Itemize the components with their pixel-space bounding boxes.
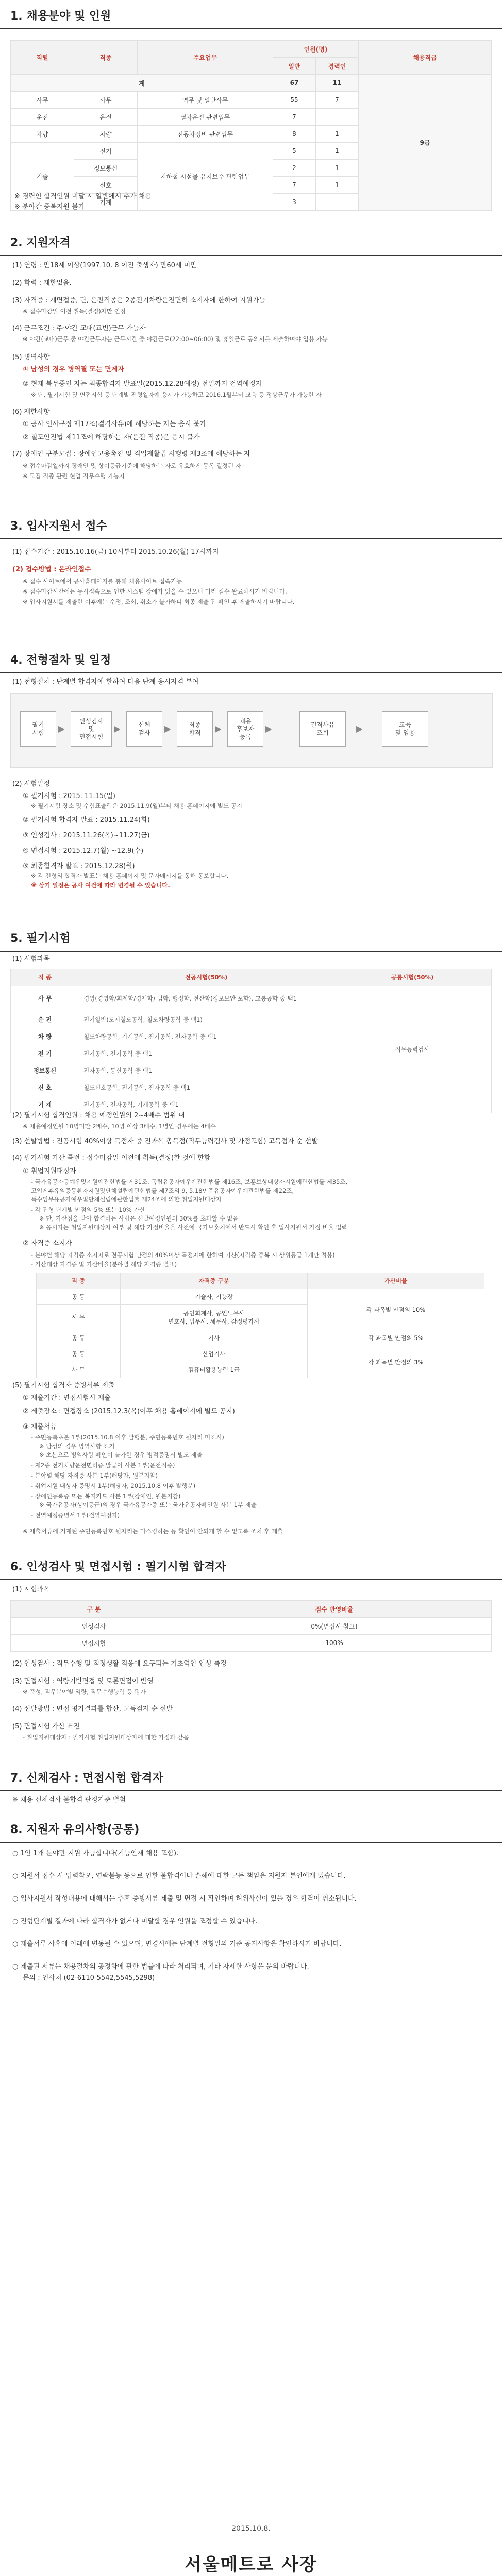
step-final: [177, 711, 213, 747]
text-line: ○ 전형단계별 결과에 따라 합격자가 없거나 미달할 경우 인원을 조정할 수 있습니다.: [12, 1918, 258, 1925]
text-line: (5) 필기시험 합격자 증빙서류 제출: [12, 1382, 115, 1389]
th-major: 전공시험(50%): [79, 969, 333, 986]
text-line: [23, 1973, 155, 1984]
step-interview: [71, 711, 112, 747]
cell: 면접시험: [11, 1635, 177, 1652]
cell: 운전: [11, 109, 74, 126]
step-label: 채용 후보자 등록: [236, 717, 255, 740]
text-line: (2) 접수방법 : 온라인접수: [12, 566, 91, 573]
text-line: ○ 입사지원서 작성내용에 대해서는 추후 증빙서류 제출 및 면접 시 확인하며 허위사실이 있을 경우 합격이 취소됩니다.: [12, 1895, 357, 1903]
text-line: ※ 필기시험 장소 및 수험표출력은 2015.11.9(월)부터 채용 홈페이지에 별도 공지: [31, 802, 242, 809]
cell: 전 기: [11, 1045, 79, 1062]
cell: 공 통: [37, 1346, 121, 1362]
text-line: - 제2종 전기차량운전면허증 발급이 사본 1부(운전직종): [31, 1462, 175, 1469]
text-line: ※ 채용예정인원 10명미만 2배수, 10명 이상 3배수, 1명인 경우에는 4배수: [23, 1123, 216, 1130]
cell: 철도차량공학, 기계공학, 전기공학, 전자공학 중 택1: [79, 1028, 333, 1045]
inquiry-text: 문의 : 인사처 (02-6110-5542,5545,5298): [23, 1974, 155, 1982]
text-line: ※ 초본으로 병역사항 확인이 불가한 경우 병적증명서 별도 제출: [39, 1451, 203, 1459]
step-check: [299, 711, 346, 747]
th-common: 공통시험(50%): [333, 969, 492, 986]
cell: 산업기사: [121, 1346, 308, 1362]
cell: 1: [316, 126, 359, 143]
text-line: ※ 국가유공자(상이등급)의 경우 국가유공자증 또는 국가유공자확인원 사본 1부 제출: [39, 1501, 257, 1509]
cell: 컴퓨터활용능력 1급: [121, 1362, 308, 1378]
cell: 운전: [74, 109, 138, 126]
step-training: [382, 711, 428, 747]
cell: 차 량: [11, 1028, 79, 1045]
text-line: ○ 1인 1개 분야만 지원 가능합니다(기능인재 채용 포함).: [12, 1850, 179, 1857]
section-title: 1. 채용분야 및 인원: [0, 0, 502, 29]
cell: 경영(경영학/회계학/경제학) 법학, 행정학, 전산학(정보보안 포함), 교통공학 중 택1: [79, 986, 333, 1011]
cell: 기 계: [11, 1096, 79, 1113]
text-line: (5) 병역사항: [12, 353, 50, 361]
table-row: [11, 1618, 492, 1635]
step-label: 결격사유 조회: [310, 721, 335, 736]
text-line: (2) 필기시험 합격인원 : 채용 예정인원의 2~4배수 범위 내: [12, 1112, 185, 1120]
step-physical: [126, 711, 162, 747]
text-line: [23, 433, 200, 443]
cell: 사 무: [37, 1305, 121, 1330]
cell: 7: [273, 177, 316, 194]
cell: 전기일반(도시철도공학, 철도차량공학 중 택1): [79, 1011, 333, 1028]
cell: 각 과목별 만점의 10%: [308, 1289, 484, 1330]
cell: 인성검사: [11, 1618, 177, 1635]
step-label: 신체 검사: [138, 721, 150, 736]
text: ① 공사 인사규정 제17조(결격사유)에 해당하는 자는 응시 불가: [23, 420, 207, 428]
process-flow: [10, 693, 493, 768]
cell: 전자공학, 통신공학 중 택1: [79, 1062, 333, 1079]
cell: 사 무: [11, 986, 79, 1011]
cell: 공인회계사, 공인노무사 변호사, 법무사, 세무사, 감정평가사: [121, 1305, 308, 1330]
th-job: 직 종: [37, 1273, 121, 1289]
cell: 기술: [11, 143, 74, 211]
cell: 5: [273, 143, 316, 160]
text-line: (3) 자격증 : 계면접증, 단, 운전직종은 2종전기차량운전면허 소지자에 한하여 지원가능: [12, 297, 265, 304]
footer-signature: 서울메트로 사장: [185, 2554, 317, 2575]
text-line: ※ 각 전형의 합격자 발표는 채용 홈페이지 및 문자메시지를 통해 통보합니다.: [31, 872, 229, 879]
cell: 기계: [74, 194, 138, 211]
text-line: ② 현재 복무중인 자는 최종합격자 발표일(2015.12.28예정) 전일까지 전역예정자: [23, 380, 262, 388]
arrow-right-icon: ▶: [164, 724, 171, 734]
cell: 신 호: [11, 1079, 79, 1096]
cell: -: [316, 109, 359, 126]
total-veteran: 11: [316, 75, 359, 92]
cell: 8: [273, 126, 316, 143]
subject-table: [10, 969, 492, 1113]
text-line: 특수임무유공자예우및단체설립에관한법률 제24조에 의한 취업지원대상자: [31, 1196, 222, 1203]
cell: 지하철 시설물 유지보수 관련업무: [138, 143, 273, 211]
text-line: (5) 면접시험 가산 특전: [12, 1723, 80, 1731]
cell: 7: [273, 109, 316, 126]
cell: 공 통: [37, 1330, 121, 1346]
text-line: (2) 학력 : 제한없음.: [12, 279, 72, 287]
cell: 2: [273, 160, 316, 177]
th-cert: 자격증 구분: [121, 1273, 308, 1289]
text-line: ※ 모집 직종 관련 현업 직무수행 가능자: [23, 472, 125, 480]
cell: 기사: [121, 1330, 308, 1346]
text-line: (4) 근무조건 : 주·야간 교대(교번)근무 가능자: [12, 325, 146, 332]
text-line: ※ 야간(교대)근무 중 야간근무자는 근무시간 중 야간근로(22:00~06:00) 및 휴일근로 동의서를 제출하여야 입용 가능: [23, 335, 328, 343]
arrow-right-icon: ▶: [114, 724, 121, 734]
text-line: ※ 품성, 직무분야별 역량, 직무수행능력 등 평가: [23, 1688, 146, 1696]
th-duty: 주요업무: [138, 41, 273, 75]
text: ② 철도안전법 제11조에 해당하는 자(운전 직종)은 응시 불가: [23, 434, 200, 442]
cell: 0%(면접시 참고): [177, 1618, 492, 1635]
text-line: ④ 면접시험 : 2015.12.7(월) ~12.9(수): [23, 847, 144, 855]
text-line: ※ 접수마감일까지 장애인 및 상이등급기준에 해당하는 자로 유효하게 등록 결정된 자: [23, 462, 241, 469]
text-line: ② 제출장소 : 면접장소 (2015.12.3(목)이후 채용 홈페이지에 별도 공지): [23, 1408, 235, 1415]
step-label: 인성검사 및 면접시험: [79, 717, 104, 740]
cell: 1: [316, 143, 359, 160]
text-line: ※ 남성의 경우 병역사항 표기: [39, 1443, 115, 1450]
note: ※ 분야간 중복지원 불가: [14, 203, 85, 211]
section-title: 2. 지원자격: [0, 227, 502, 256]
cell: 3: [273, 194, 316, 211]
section-title: 4. 전형절차 및 일정: [0, 644, 502, 673]
text-line: ○ 제출서류 사후에 이래에 변동될 수 있으며, 변경시에는 단계별 전형일의 기준 공지사항을 확인하시기 바랍니다.: [12, 1940, 342, 1948]
cell: 전기공학, 전기공학 중 택1: [79, 1045, 333, 1062]
cell: 사 무: [37, 1362, 121, 1378]
text-line: ③ 제출서류: [23, 1423, 57, 1431]
table-row: [37, 1330, 484, 1346]
text-line: ① 남성의 경우 병역필 또는 면제자: [23, 366, 124, 374]
text-line: - 분야별 해당 자격증 소지자로 전공시험 만점의 40%이상 득점자에 한하여 가산(자격증 중복 시 상위등급 1개만 적용): [31, 1251, 335, 1259]
cell: 전기: [74, 143, 138, 160]
text-line: - 취업지원 대상자 증명서 1부(해당자, 2015.10.8 이후 발행분): [31, 1482, 196, 1489]
cell: 정보통신: [11, 1062, 79, 1079]
cell: 전동차정비 관련업무: [138, 126, 273, 143]
cell: 열차운전 관련업무: [138, 109, 273, 126]
text-line: (2) 인성검사 : 직무수행 및 적정생활 적응에 요구되는 기초역인 인성 측정: [12, 1660, 227, 1668]
table-row: [11, 986, 492, 1011]
total-label: 계: [11, 75, 273, 92]
text-line: - 전역예정증명서 1부(전역예정자): [31, 1512, 120, 1519]
total-general: 67: [273, 75, 316, 92]
text-line: (4) 필기시험 가산 특전 : 접수마감일 이전에 취득(결정)한 것에 한함: [12, 1154, 211, 1162]
section-title: 6. 인성검사 및 면접시험 : 필기시험 합격자: [0, 1551, 502, 1580]
section-title: 3. 입사지원서 접수: [0, 510, 502, 539]
text-line: (1) 시험과목: [12, 1586, 50, 1594]
step-label: 교육 및 임용: [395, 721, 415, 736]
cell: 100%: [177, 1635, 492, 1652]
text-line: ※ 상기 일정은 공사 여건에 따라 변경될 수 있습니다.: [31, 882, 170, 889]
text-line: - 각 전형 단계별 만점의 5% 또는 10% 가산: [31, 1206, 145, 1213]
step-register: [227, 711, 263, 747]
text-line: (3) 면접시험 : 역량기반면접 및 토론면접이 반영: [12, 1677, 154, 1685]
table-row: [37, 1289, 484, 1305]
cell: 신호: [74, 177, 138, 194]
text-line: - 주민등록초본 1부(2015.10.8 이후 발행분, 주민등록번호 뒷자리 미표시): [31, 1434, 224, 1441]
cell: 정보통신: [74, 160, 138, 177]
text-line: (1) 시험과목: [12, 955, 50, 963]
certificate-table: [36, 1273, 484, 1378]
cell: 역무 및 일반사무: [138, 92, 273, 109]
text-line: ① 필기시험 : 2015. 11.15(일): [23, 792, 115, 800]
section-title: 7. 신체검사 : 면접시험 합격자: [0, 1762, 502, 1791]
text-line: - 취업지원대상자 : 필기시험 취업지원대상자에 대한 가점과 같음: [23, 1734, 189, 1741]
text-line: ※ 접수마감일 이전 취득(결정)자만 인정: [23, 308, 126, 315]
step-written: [20, 711, 56, 747]
text-line: ③ 인성검사 : 2015.11.26(목)~11.27(금): [23, 832, 150, 839]
total-row: [11, 75, 492, 92]
text-line: (3) 선발방법 : 전공시험 40%이상 득점자 중 전과목 총득점(직무능력검사 및 가점포함) 고득점자 순 선발: [12, 1138, 318, 1145]
text-line: ※ 입사지원서를 제출한 이후에는 수정, 조회, 취소가 불가하니 최종 제출 전 확인 후 제출하시기 바랍니다.: [23, 598, 295, 605]
th-role: 직종: [74, 41, 138, 75]
cell: 직무능력검사: [333, 986, 492, 1113]
text: ② 자격증 소지자: [23, 1240, 72, 1247]
section-title: 5. 필기시험: [0, 922, 502, 952]
cell: 전기공학, 전자공학, 기계공학 중 택1: [79, 1096, 333, 1113]
text-line: (6) 제한사항: [12, 408, 50, 416]
text-line: ○ 지원서 접수 시 입력착오, 연락불능 등으로 인한 불합격이나 손해에 대한 모든 책임은 지원자 본인에게 있습니다.: [12, 1872, 346, 1880]
th-kind: 구 분: [11, 1601, 177, 1618]
text-line: - 장애인등록증 또는 복지카드 사본 1부(장애인, 원본지참): [31, 1493, 181, 1500]
cell: 사무: [74, 92, 138, 109]
th-score: 점수 반영비율: [177, 1601, 492, 1618]
footer-date: 2015.10.8.: [231, 2524, 271, 2533]
text-line: ○ 제출된 서류는 채용절차의 공정화에 관한 법률에 따라 처리되며, 기타 자세한 사항은 문의 바랍니다.: [12, 1963, 309, 1971]
text-line: (4) 선발방법 : 면접 평가결과를 합산, 고득점자 순 선발: [12, 1705, 173, 1713]
th-job: 직렬: [11, 41, 74, 75]
text-line: ※ 접수 사이트에서 공사홈페이지를 통해 채용사이트 접속가능: [23, 578, 182, 585]
text-line: ※ 응시자는 취업지원대상자 여부 및 해당 가점비율을 사전에 국가보훈처에서 반드시 확인 후 입사지원서 가점 비율 입력: [39, 1224, 347, 1231]
cell: 차량: [11, 126, 74, 143]
grade-cell: 9급: [359, 75, 492, 211]
text-line: ※ 단, 필기시험 및 면접시험 등 단계별 전형일자에 응시가 가능하고 2016.1월부터 교육 등 정상근무가 가능한 자: [31, 391, 322, 398]
cell: 철도신호공학, 전기공학, 전자공학 중 택1: [79, 1079, 333, 1096]
cell: -: [316, 194, 359, 211]
text-line: [23, 1239, 72, 1249]
th-job: 직 종: [11, 969, 79, 986]
cell: 기술사, 기능장: [121, 1289, 308, 1305]
text-line: ⑤ 최종합격자 발표 : 2015.12.28(월): [23, 862, 135, 870]
th-rate: 가산비율: [308, 1273, 484, 1289]
recruitment-table: [10, 40, 492, 211]
text-line: - 기산대상 자격증 및 가산비율(분야별 해당 자격증 별표): [31, 1261, 177, 1268]
cell: 운 전: [11, 1011, 79, 1028]
text-line: ※ 단, 가산점을 받아 합격하는 사람은 선발예정인원의 30%를 초과할 수 없음: [39, 1215, 239, 1222]
text-line: - 분야별 해당 자격증 사본 1부(해당자, 원본지참): [31, 1472, 158, 1479]
cell: 1: [316, 177, 359, 194]
cell: 1: [316, 160, 359, 177]
section-notice: [0, 1814, 502, 2123]
table-row: [37, 1346, 484, 1362]
text-line: (1) 접수기간 : 2015.10.16(금) 10시부터 2015.10.26(월) 17시까지: [12, 548, 219, 556]
text-line: - 국가유공자등예우및지원에관한법률 제31조, 독립유공자예우에관한법률 제16조, 보훈보상대상자지원에관한법률 제35조,: [31, 1178, 348, 1185]
th-veteran: 경력인: [316, 58, 359, 75]
note: ※ 경력인 합격인원 미달 시 일반에서 추가 채용: [14, 193, 152, 200]
cell: 7: [316, 92, 359, 109]
arrow-right-icon: ▶: [356, 724, 363, 734]
th-general: 일반: [273, 58, 316, 75]
cell: 각 과목별 만점의 5%: [308, 1330, 484, 1346]
text-line: ① 취업지원대상자: [23, 1167, 76, 1175]
text-line: (1) 연령 : 만18세 이상(1997.10. 8 이전 출생자) 만60세 미만: [12, 262, 197, 269]
text-line: ※ 제출서류에 기재된 주민등록번호 뒷자리는 마스킹하는 등 확인이 안되게 할 수 없도록 조치 후 제출: [23, 1528, 283, 1535]
cell: 공 통: [37, 1289, 121, 1305]
arrow-right-icon: ▶: [215, 724, 222, 734]
table-row: [11, 1635, 492, 1652]
arrow-right-icon: ▶: [58, 724, 65, 734]
arrow-right-icon: ▶: [265, 724, 272, 734]
th-grade: 채용직급: [359, 41, 492, 75]
text-line: ② 필기시험 합격자 발표 : 2015.11.24(화): [23, 816, 150, 824]
th-count: 인원(명): [273, 41, 359, 58]
text-line: [12, 1795, 126, 1805]
section-process: [0, 644, 502, 933]
step-label: 필기 시험: [32, 721, 44, 736]
text-line: 고엽제후유의증등환자지원및단체설립에관한법률 제7조의 9, 5.18민주유공자예우에관한법률 제22조,: [31, 1187, 294, 1194]
cell: 사무: [11, 92, 74, 109]
text-line: (2) 시험일정: [12, 780, 50, 788]
section-recruitment-fields: [0, 0, 502, 211]
text-line: [23, 419, 206, 430]
text-line: ① 제출기간 : 면접시험시 제출: [23, 1394, 111, 1402]
text: ※ 채용 신체검사 불합격 판정기준 별첨: [12, 1796, 126, 1804]
step-label: 최종 합격: [189, 721, 201, 736]
text-line: (1) 전형절차 : 단계별 합격자에 한하여 다음 단계 응시자격 부여: [12, 678, 199, 686]
text-line: ※ 접수마감시간에는 동시접속으로 인한 시스템 장애가 있을 수 있으니 미리 접수 완료하시기 바랍니다.: [23, 588, 287, 595]
interview-table: [10, 1600, 492, 1652]
text-line: (7) 장애인 구분모집 : 장애인고용촉진 및 직업재활법 시행령 제3조에 해당하는 자: [12, 450, 250, 458]
cell: 각 과목별 만점의 3%: [308, 1346, 484, 1378]
section-qualifications: [0, 227, 502, 536]
section-application: [0, 510, 502, 649]
section-title: 8. 지원자 유의사항(공통): [0, 1814, 502, 1843]
cell: 55: [273, 92, 316, 109]
cell: 차량: [74, 126, 138, 143]
